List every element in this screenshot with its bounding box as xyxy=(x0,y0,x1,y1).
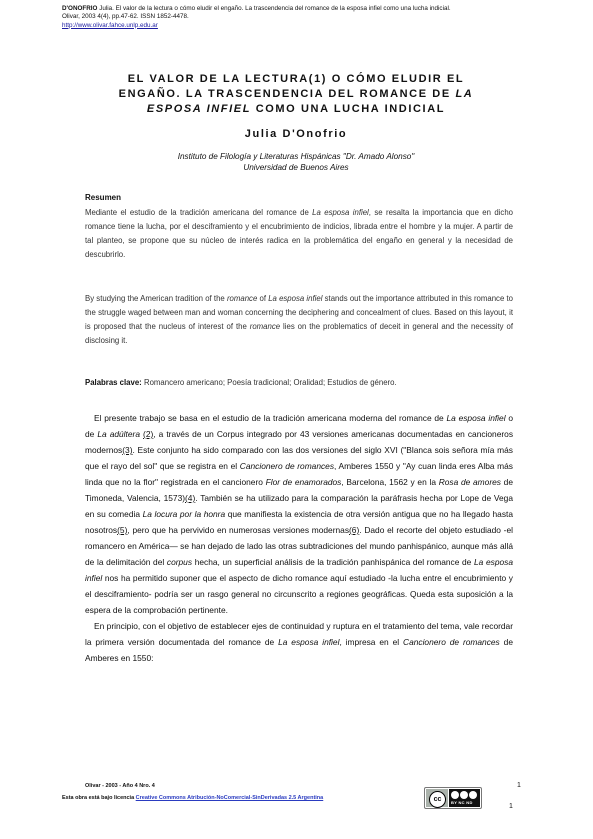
article-body xyxy=(85,410,513,666)
affiliation xyxy=(80,151,512,173)
footnote-link-5[interactable]: (5) xyxy=(117,525,128,535)
cc-icon: cc xyxy=(429,791,446,808)
header-citation-line1: Julia. El valor de la lectura o cómo eludir el engaño. La trascendencia del romance de la esposa infiel como una lucha indicial. xyxy=(99,5,451,12)
title-line-2: ENGAÑO. LA TRASCENDENCIA DEL ROMANCE DE LA xyxy=(118,88,474,100)
abstract-spanish: Mediante el estudio de la tradición americana del romance de La esposa infiel, se resalta la importancia que en dicho romance tiene la lucha, por el desciframiento y el encubrimiento de indicios, librada entre el hombre y la mujer. A partir de tal planteo, se propone que su núcleo de interés radica en la problemática del engaño en general y la necesidad de descubrirlo. xyxy=(85,208,513,259)
header-citation-line2: Olivar, 2003 4(4), pp.47-62. ISSN 1852-4478. xyxy=(62,13,189,21)
keywords-label: Palabras clave: xyxy=(85,378,142,387)
abstract-english: By studying the American tradition of the romance of La esposa infiel stands out the importance attributed in this romance to the struggle waged between man and woman concerning the deciphering and concealment of clues. Based on this layout, it is proposed that the nucleus of interest of the romance lies on the problematics of deceit in general and the necessity of disclosing it. xyxy=(85,294,513,345)
license-link[interactable]: Creative Commons Atribución-NoComercial-SinDerivadas 2.5 Argentina xyxy=(135,795,324,801)
article-title xyxy=(80,72,512,117)
footnote-link-4[interactable]: (4) xyxy=(185,493,196,503)
article-author: Julia D'Onofrio xyxy=(244,128,348,140)
noderivatives-icon xyxy=(469,791,477,799)
affiliation-institute: Instituto de Filología y Literaturas Hispánicas "Dr. Amado Alonso" xyxy=(177,152,415,161)
noncommercial-icon xyxy=(460,791,468,799)
footnote-link-6[interactable]: (6) xyxy=(349,525,360,535)
affiliation-university: Universidad de Buenos Aires xyxy=(243,163,349,172)
title-line-1: EL VALOR DE LA LECTURA(1) O CÓMO ELUDIR EL xyxy=(127,73,465,85)
title-line-3: ESPOSA INFIEL COMO UNA LUCHA INDICIAL xyxy=(146,103,446,115)
keywords xyxy=(85,378,515,387)
header-author: D'ONOFRIO xyxy=(62,5,98,12)
keywords-text: Romancero americano; Poesía tradicional; Oralidad; Estudios de género. xyxy=(141,378,397,387)
page-number: 1 xyxy=(509,803,513,810)
cc-logo-panel xyxy=(426,789,448,807)
body-paragraph-1: El presente trabajo se basa en el estudio de la tradición americana moderna del romance de La esposa infiel o de La adúltera (2), a través de un Corpus integrado por 43 versiones americanas documentadas en cancioneros modernos(3). Este conjunto ha sido comparado con las dos versiones del siglo XVI ("Blanca sois señora mía más que el rayo del sol" que se registra en el Cancionero de romances, Amberes 1550 y "Ay cuan linda eres Alba más linda que no la flor" registrada en el cancionero Flor de enamorados, Barcelona, 1562 y en la Rosa de amores de Timoneda, Valencia, 1573)(4). También se ha utilizado para la comparación la paráfrasis hecha por Lope de Vega en su comedia La locura por la honra que manifiesta la existencia de otra versión antigua que no ha llegado hasta nosotros(5), pero que ha pervivido en numerosas versiones modernas(6). Dado el recorte del objeto estudiado -el romancero en América— se han dejado de lado las otras subtradiciones del mundo panhispánico, aunque más allá de la delimitación del corpus hecha, un superficial análisis de la tradición panhispánica del romance de La esposa infiel nos ha permitido suponer que el aspecto de dicho romance aquí estudiado -la lucha entre el encubrimiento y el desciframiento- podría ser un rasgo general no circunscrito a regiones geográficas. Queda esta suposición a la espera de la comprobación pertinente. xyxy=(85,413,514,615)
footer-page: 1 xyxy=(517,782,521,789)
abstract-heading: Resumen xyxy=(85,193,122,202)
footnote-link-3[interactable]: (3) xyxy=(122,445,133,455)
citation-header xyxy=(62,5,522,30)
by-icon xyxy=(451,791,459,799)
footer-issue: Olivar - 2003 - Año 4 Nro. 4 xyxy=(85,783,155,789)
cc-terms-label: BY NC ND xyxy=(451,800,473,805)
footnote-link-2[interactable]: (2) xyxy=(143,429,154,439)
body-paragraph-2: En principio, con el objetivo de establecer ejes de continuidad y ruptura en el tratamiento del tema, vale recordar la primera versión documentada del romance de La esposa infiel, impresa en el Cancionero de romances de Amberes en 1550: xyxy=(85,621,513,663)
license-notice: Esta obra está bajo licencia Creative Commons Atribución-NoComercial-SinDerivadas 2.5 Argentina xyxy=(62,795,324,801)
header-link[interactable]: http://www.olivar.fahce.unlp.edu.ar xyxy=(62,21,158,29)
creative-commons-badge[interactable] xyxy=(424,787,482,809)
